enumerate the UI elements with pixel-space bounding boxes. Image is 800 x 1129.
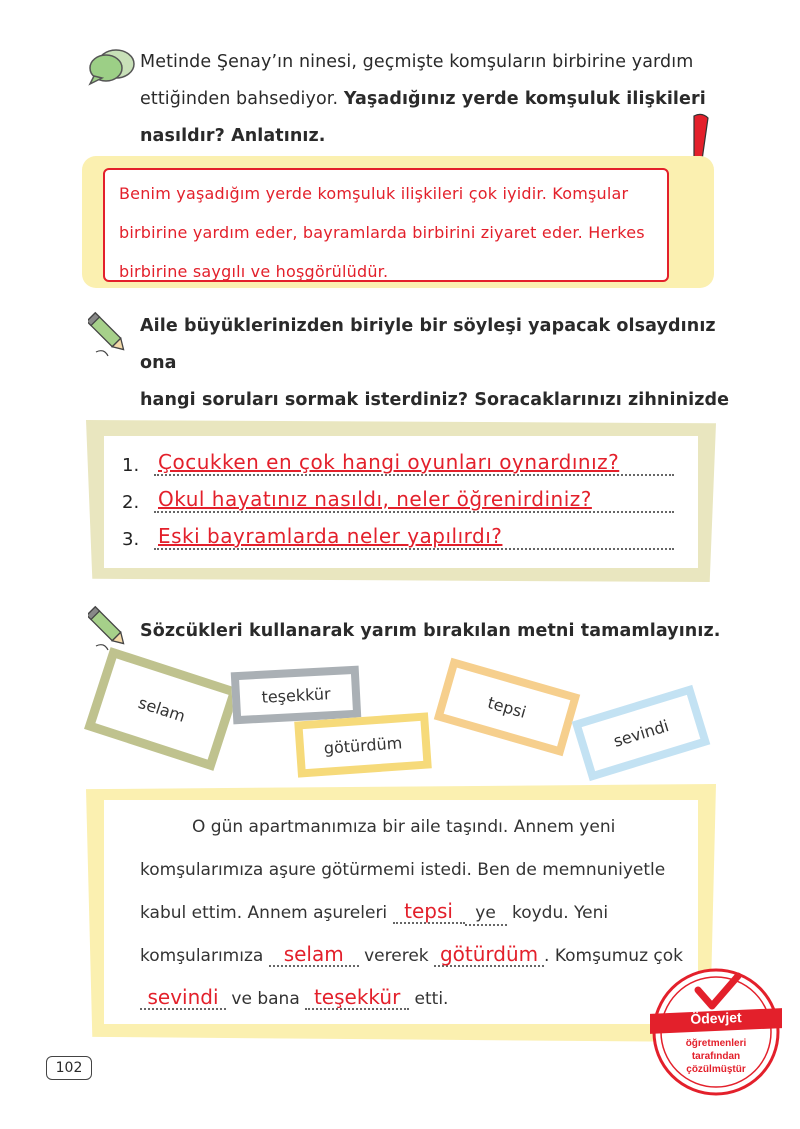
speech-bubble-icon (86, 46, 136, 86)
word-card-tepsi (434, 658, 580, 756)
blank-goturdum[interactable]: götürdüm (434, 943, 544, 967)
question-1-line-3: nasıldır? Anlatınız. (140, 126, 326, 146)
blank-tepsi[interactable]: tepsi (393, 900, 465, 924)
question-1-line-2-plain: ettiğinden bahsediyor. (140, 89, 339, 109)
paragraph-line-3: kabul ettim. Annem aşureleri tepsi ye koydu. Yeni (140, 892, 700, 935)
word-card-sevindi (572, 685, 711, 781)
blank-selam[interactable]: selam (269, 943, 359, 967)
answer-1-line-1: Benim yaşadığım yerde komşuluk ilişkileri çok iyidir. Komşular (119, 184, 629, 203)
question-1-line-2-bold: Yaşadığınız yerde komşuluk ilişkileri (343, 89, 706, 109)
list-number: 3. (122, 529, 140, 550)
pencil-icon (88, 308, 128, 360)
word-card-label: selam (136, 692, 188, 726)
blank-tesekkur[interactable]: teşekkür (305, 986, 409, 1010)
stamp-line-3: çözülmüştür (686, 1064, 746, 1075)
word-card-goturdum (294, 712, 432, 777)
list-number: 1. (122, 455, 140, 476)
question-3-instruction: Sözcükleri kullanarak yarım bırakılan metni tamamlayınız. (140, 621, 721, 641)
word-card-label: götürdüm (323, 732, 403, 758)
stamp-title: Ödevjet (690, 1009, 742, 1027)
blank-suffix: ye (465, 902, 507, 926)
list-answer: Çocukken en çok hangi oyunları oynardınız? (158, 450, 620, 474)
question-2-line-2: hangi soruları sormak isterdiniz? Soracaklarınızı zihninizde (140, 390, 730, 410)
word-card-selam (84, 647, 240, 771)
word-card-label: sevindi (611, 715, 671, 751)
answer-1-line-3: birbirine saygılı ve hoşgörülüdür. (119, 262, 389, 281)
pencil-icon (88, 602, 128, 654)
word-card-label: teşekkür (261, 683, 331, 707)
stamp-line-2: tarafından (691, 1051, 741, 1062)
list-number: 2. (122, 492, 140, 513)
paragraph-line-1: O gün apartmanımıza bir aile taşındı. Annem yeni (192, 817, 616, 837)
blank-sevindi[interactable]: sevindi (140, 986, 226, 1010)
list-answer: Eski bayramlarda neler yapılırdı? (158, 524, 503, 548)
list-answer: Okul hayatınız nasıldı, neler öğrenirdiniz? (158, 487, 592, 511)
word-card-tesekkur (231, 666, 362, 725)
paragraph-line-4: komşularımıza selam vererek götürdüm . Komşumuz çok (140, 942, 684, 966)
paragraph-line-5: sevindi ve bana teşekkür etti. (140, 978, 700, 1021)
list-item (122, 450, 682, 480)
paragraph-line-2: komşularımıza aşure götürmemi istedi. Ben de memnuniyetle (140, 860, 666, 880)
answer-1-line-2: birbirine yardım eder, bayramlarda birbirini ziyaret eder. Herkes (119, 223, 645, 242)
answer-box-1 (103, 168, 669, 282)
page-number: 102 (46, 1056, 92, 1080)
question-1-text (140, 44, 730, 155)
list-item (122, 487, 682, 517)
odevjet-stamp (650, 966, 782, 1098)
list-item (122, 524, 682, 554)
question-2-line-1: Aile büyüklerinizden biriyle bir söyleşi yapacak olsaydınız ona (140, 316, 716, 373)
word-card-label: tepsi (485, 692, 529, 722)
stamp-line-1: öğretmenleri (685, 1038, 747, 1049)
question-1-line-1: Metinde Şenay’ın ninesi, geçmişte komşuların birbirine yardım (140, 52, 694, 72)
